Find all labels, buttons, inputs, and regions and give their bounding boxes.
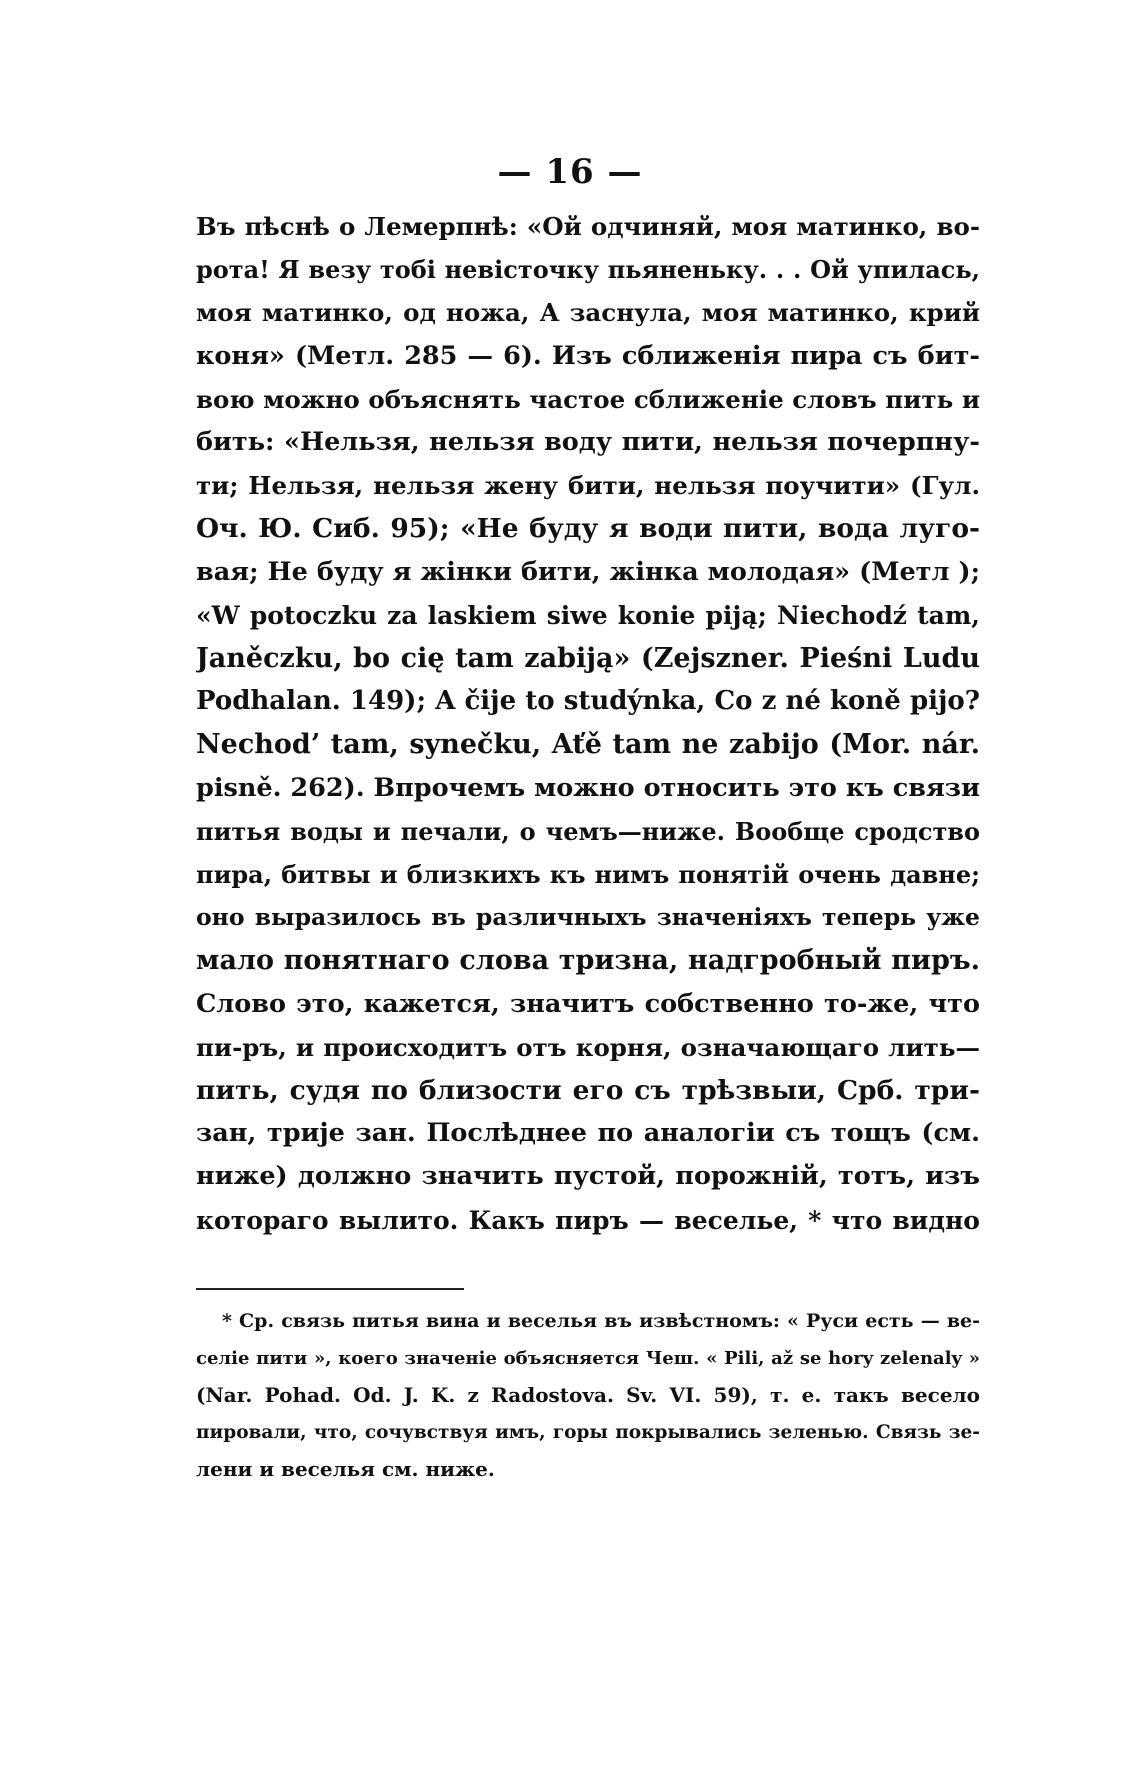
text-line: рота! Я везу тобі невісточку пьяненьку. . . Ой упилась, bbox=[196, 255, 980, 285]
footnote bbox=[196, 1303, 980, 1488]
text-line: котораго вылито. Какъ пиръ — веселье, * что видно bbox=[196, 1205, 980, 1235]
footnote-line: * Ср. связь питья вина и веселья въ извѣстномъ: « Руси есть — ве- bbox=[222, 1310, 980, 1332]
footnote-line: лени и веселья см. ниже. bbox=[196, 1457, 495, 1481]
text-line: мало понятнаго слова тризна, надгробный пиръ. bbox=[196, 945, 980, 977]
text-line: Nechod’ tam, synečku, Aťě tam ne zabijo (Mor. nár. bbox=[196, 729, 980, 761]
text-line: коня» (Метл. 285 — 6). Изъ сближенія пира съ бит- bbox=[196, 340, 980, 371]
text-line: вою можно объяснять частое сближеніе словъ пить и bbox=[196, 384, 980, 414]
text-line: Слово это, кажется, значитъ собственно то-же, что bbox=[196, 988, 980, 1019]
page-number: — 16 — bbox=[497, 152, 643, 192]
main-text bbox=[196, 205, 980, 1242]
text-line: пи-ръ, и происходитъ отъ корня, означающаго лить— bbox=[196, 1032, 980, 1062]
text-line: бить: «Нельзя, нельзя воду пити, нельзя почерпну- bbox=[196, 427, 980, 458]
text-line: пира, битвы и близкихъ къ нимъ понятій очень давне; bbox=[196, 860, 980, 890]
footnote-divider bbox=[196, 1288, 464, 1290]
text-line: питья воды и печали, о чемъ—ниже. Вообще сродство bbox=[196, 816, 980, 846]
text-line: Оч. Ю. Сиб. 95); «Не буду я води пити, вода луго- bbox=[196, 513, 980, 545]
text-line: моя матинко, од ножа, А заснула, моя матинко, крий bbox=[196, 298, 980, 328]
text-line: Podhalan. 149); A čije to studýnka, Co z né koně pijo? bbox=[196, 686, 980, 717]
text-line: вая; Не буду я жінки бити, жінка молодая» (Метл ); bbox=[196, 556, 980, 587]
footnote-line: (Nar. Pohad. Od. J. K. z Radostova. Sv. VI. 59), т. е. такъ весело bbox=[196, 1383, 980, 1407]
text-line: Въ пѣснѣ о Лемерпнѣ: «Ой одчиняй, моя матинко, во- bbox=[196, 212, 980, 241]
text-line: pisně. 262). Впрочемъ можно относить это къ связи bbox=[196, 772, 980, 803]
text-line: «W potoczku za laskiem siwe konie piją; Niechodź tam, bbox=[196, 600, 980, 630]
text-line: зан, трије зан. Послѣднее по аналогіи съ тощъ (см. bbox=[196, 1118, 980, 1149]
text-line: Janěczku, bo cię tam zabiją» (Zejszner. Pieśni Ludu bbox=[196, 643, 980, 675]
footnote-line: селіе пити », коего значеніе объясняется Чеш. « Pili, až se hory zelenaly » bbox=[196, 1348, 980, 1369]
text-line: ти; Нельзя, нельзя жену бити, нельзя поучити» (Гул. bbox=[196, 471, 980, 501]
text-line: ниже) должно значить пустой, порожній, тотъ, изъ bbox=[196, 1161, 980, 1192]
footnote-line: пировали, что, сочувствуя имъ, горы покрывались зеленью. Связь зе- bbox=[196, 1422, 980, 1443]
text-line: оно выразилось въ различныхъ значеніяхъ теперь уже bbox=[196, 903, 980, 932]
text-line: пить, судя по близости его съ трѣзвыи, Срб. три- bbox=[196, 1075, 980, 1107]
